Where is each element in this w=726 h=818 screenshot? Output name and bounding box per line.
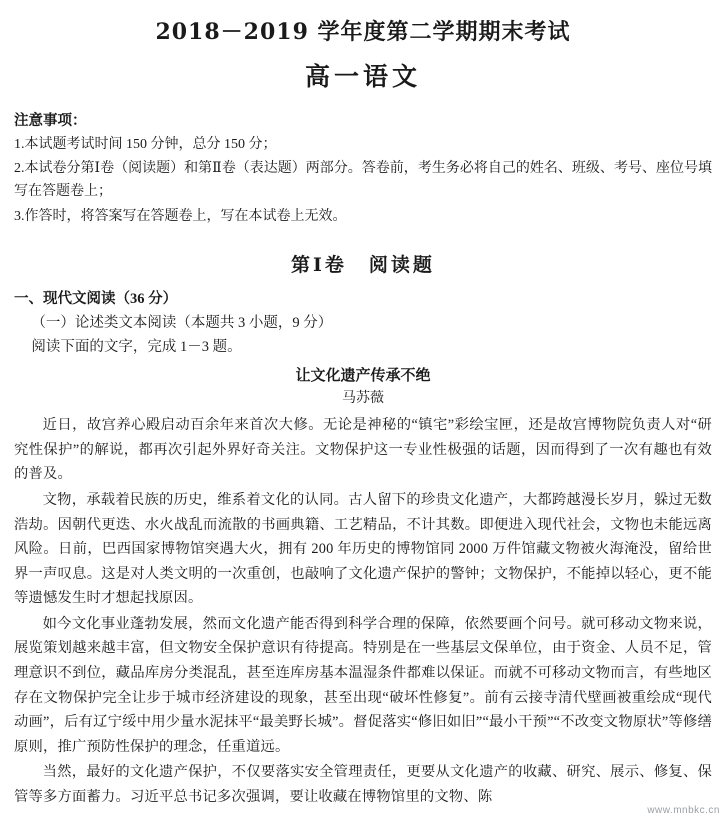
reading-instruction: 阅读下面的文字，完成 1－3 题。 — [31, 339, 242, 356]
article-title: 让文化遗产传承不绝 — [295, 368, 431, 385]
article-paragraph: 近日，故宫养心殿启动百余年来首次大修。无论是神秘的“镇宅”彩绘宝匣，还是故宫博物院负责人对“研究性保护”的解说，都再次引起外界好奇关注。文物保护这一专业性极强的话题，因而得到了一次有趣也有效的普及。 — [14, 417, 712, 483]
notice-item: 1.本试题考试时间 150 分钟，总分 150 分； — [14, 136, 277, 152]
notice-item: 3.作答时，将答案写在答题卷上，写在本试卷上无效。 — [14, 208, 347, 224]
exam-paper-page — [0, 18, 726, 818]
volume-title: 第Ⅰ卷 阅读题 — [291, 255, 435, 277]
sub-section-heading: （一）论述类文本阅读（本题共 3 小题，9 分） — [31, 315, 333, 332]
watermark-text: www.mnbkc.cn — [647, 805, 720, 816]
article-paragraph: 如今文化事业蓬勃发展，然而文化遗产能否得到科学合理的保障，依然要画个问号。就可移动文物来说，展览策划越来越丰富，但文物安全保护意识有待提高。特别是在一些基层文保单位，由于资金、人员不足，管理意识不到位，藏品库房分类混乱，甚至连库房基本温湿条件都难以保证。而就不可移动文物而言，有些地区存在文物保护完全让步于城市经济建设的现象，甚至出现“破坏性修复”。前有云接寺清代壁画被重绘成“现代动画”，后有辽宁绥中用少量水泥抹平“最美野长城”。督促落实“修旧如旧”“最小干预”“不改变文物原状”等修缮原则，推广预防性保护的理念，任重道远。 — [14, 615, 712, 755]
exam-title: 2018－2019 学年度第二学期期末考试 — [155, 19, 571, 45]
notice-item: 2.本试卷分第Ⅰ卷（阅读题）和第Ⅱ卷（表达题）两部分。答卷前，考生务必将自己的姓名、班级、考号、座位号填写在答题卷上； — [14, 161, 712, 199]
notice-block — [0, 109, 726, 229]
notice-heading: 注意事项： — [14, 112, 87, 129]
part-one-heading: 一、现代文阅读（36 分） — [14, 291, 178, 308]
subject-title: 高一语文 — [304, 61, 421, 91]
article-paragraph: 当然，最好的文化遗产保护，不仅要落实安全管理责任，更要从文化遗产的收藏、研究、展示、修复、保管等多方面蓄力。习近平总书记多次强调，要让收藏在博物馆里的文物、陈 — [14, 764, 712, 805]
article-author: 马苏薇 — [342, 391, 384, 407]
article-paragraph: 文物，承载着民族的历史，维系着文化的认同。古人留下的珍贵文化遗产，大都跨越漫长岁月，躲过无数浩劫。因朝代更迭、水火战乱而流散的书画典籍、工艺精品，不计其数。即便进入现代社会，文物也未能远离风险。日前，巴西国家博物馆突遇大火，拥有 200 年历史的博物馆同 2000 万件馆藏文物被火海淹没，留给世界一声叹息。这是对人类文明的一次重创，也敲响了文化遗产保护的警钟；文物保护，不能掉以轻心，更不能等遗憾发生时才想起找原因。 — [14, 492, 712, 607]
